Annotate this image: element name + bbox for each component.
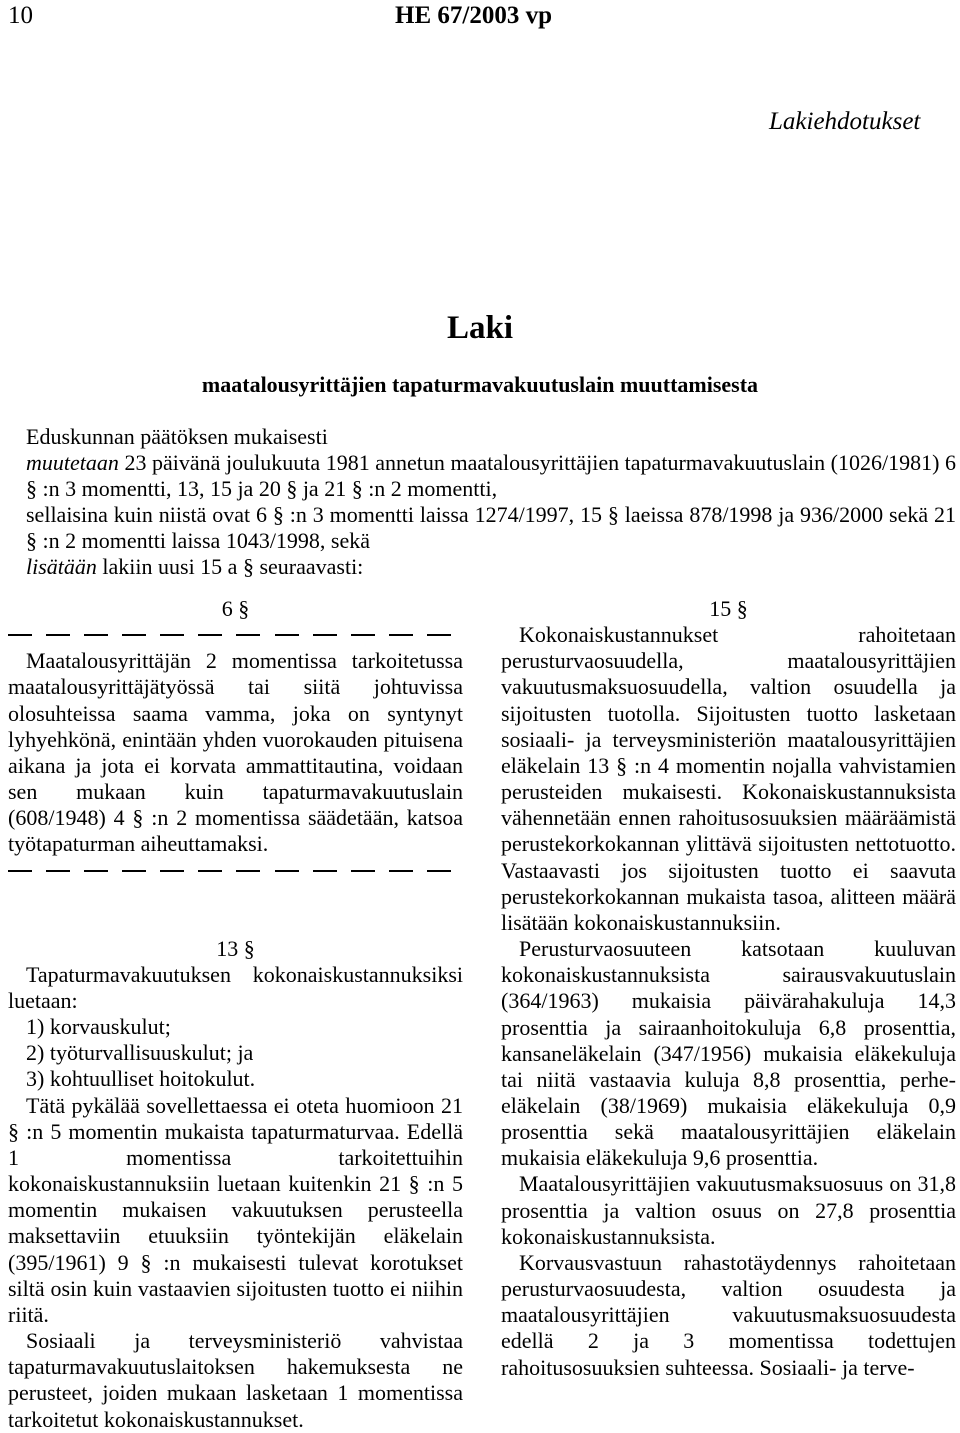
section-13-heading: 13 §	[216, 935, 255, 961]
section-15-paragraph-2: Perusturvaosuuteen katsotaan kuuluvan kokonaiskustannuksista sairausvakuutuslain (364/1963) mukaisia päivärahakuluja 14,3 prosenttia ja sairaanhoitokuluja 6,8 prosenttia, kansaneläkelain (347/1956) mukaisia eläkekuluja tai niitä vastaavia kuluja 8,8 prosenttia, perhe-eläkelain (38/1969) mukaisia eläkekuluja 0,9 prosenttia sekä maatalousyrittäjien eläkelain mukaisia eläkekuluja 9,6 prosenttia.	[501, 936, 956, 1171]
list-item: 1) korvauskulut;	[26, 1014, 171, 1040]
list-item: 3) kohtuulliset hoitokulut.	[26, 1066, 256, 1092]
list-item: 2) työturvallisuuskulut; ja	[26, 1040, 254, 1066]
right-column	[501, 596, 956, 1381]
section-15-paragraph-1: Kokonaiskustannukset rahoitetaan perusturvaosuudella, maatalousyrittäjien vakuutusmaksuosuudella, valtion osuudella ja sijoitusten tuotolla. Sijoitusten tuotto lasketaan sosiaali- ja terveysministeriön maatalousyrittäjien eläkelain 13 § :n 4 momentin nojalla vahvistamien perusteiden mukaisesti. Kokonaiskustannuksista vähennetään ennen rahoitusosuuksien määräämistä perustekorkokannan ylittävä sijoitusten nettotuotto. Vastaavasti jos sijoitusten tuotto ei saavuta perustekorkokannan mukaista tasoa, alitteen määrä lisätään kokonaiskustannuksiin.	[501, 622, 956, 935]
enactment-clause	[8, 424, 956, 581]
law-subtitle: maatalousyrittäjien tapaturmavakuutuslain muuttamisesta	[201, 372, 759, 397]
section-15-paragraph-3: Maatalousyrittäjien vakuutusmaksuosuus on 31,8 prosenttia ja valtion osuus on 27,8 prosenttia kokonaiskustannuksista.	[501, 1171, 956, 1249]
section-13-paragraph-3: Sosiaali ja terveysministeriö vahvistaa tapaturmavakuutuslaitoksen hakemuksesta ne perusteet, joiden mukaan lasketaan 1 momentissa tarkoitetut kokonaiskustannukset.	[8, 1328, 463, 1432]
lisataan-keyword: lisätään	[26, 554, 97, 580]
enactment-line: Eduskunnan päätöksen mukaisesti	[26, 424, 328, 449]
omission-line	[8, 858, 463, 884]
left-column	[8, 596, 463, 1433]
amendment-clause	[8, 450, 956, 502]
muutetaan-keyword: muutetaan	[26, 450, 119, 476]
section-title: Lakiehdotukset	[769, 108, 921, 135]
section-6-heading: 6 §	[221, 596, 250, 621]
addition-clause	[8, 554, 956, 580]
section-15-heading: 15 §	[709, 596, 748, 621]
history-clause: sellaisina kuin niistä ovat 6 § :n 3 momentti laissa 1274/1997, 15 § laeissa 878/1998 ja 936/2000 sekä 21 § :n 2 momentti laissa 1043/1998, sekä	[26, 502, 956, 554]
omission-line	[8, 622, 463, 648]
page-number: 10	[8, 2, 33, 29]
law-title: Laki	[446, 310, 514, 346]
document-id: HE 67/2003 vp	[395, 2, 552, 29]
section-15-paragraph-4: Korvausvastuun rahastotäydennys rahoitetaan perusturvaosuudesta, valtion osuudesta ja maatalousyrittäjien vakuutusmaksuosuudesta edellä 2 ja 3 momentissa todettujen rahoitusosuuksien suhteessa. Sosiaali- ja terve-	[501, 1249, 956, 1380]
addition-text: lakiin uusi 15 a § seuraavasti:	[96, 554, 364, 580]
amendment-text: 23 päivänä joulukuuta 1981 annetun maatalousyrittäjien tapaturmavakuutuslain (1026/1981) 6 § :n 3 momentti, 13, 15 ja 20 § ja 21 § :n 2 momentti,	[26, 450, 956, 502]
section-6-text: Maatalousyrittäjän 2 momentissa tarkoitetussa maatalousyrittäjätyössä tai siitä johtuvissa olosuhteissa saama vamma, joka on syntynyt lyhyehkönä, enintään yhden vuorokauden pituisena aikana ja jota ei korvata ammattitautina, voidaan sen mukaan kuin tapaturmavakuutuslain (608/1948) 4 § :n 2 momentissa säädetään, katsoa työtapaturman aiheuttamaksi.	[8, 648, 463, 857]
section-13-paragraph-2: Tätä pykälää sovellettaessa ei oteta huomioon 21 § :n 5 momentin mukaista tapaturmaturvaa. Edellä 1 momentissa tarkoitettuihin kokonaiskustannuksiin luetaan kuitenkin 21 § :n 5 momentin mukaisen vakuutuksen perusteella maksettaviin etuuksiin työntekijän eläkelain (395/1961) 9 § :n mukaisesti tulevat korotukset siltä osin kuin vastaavien sijoitusten tuotto ei niihin riitä.	[8, 1092, 463, 1327]
section-13-intro: Tapaturmavakuutuksen kokonaiskustannuksiksi luetaan:	[8, 961, 463, 1013]
